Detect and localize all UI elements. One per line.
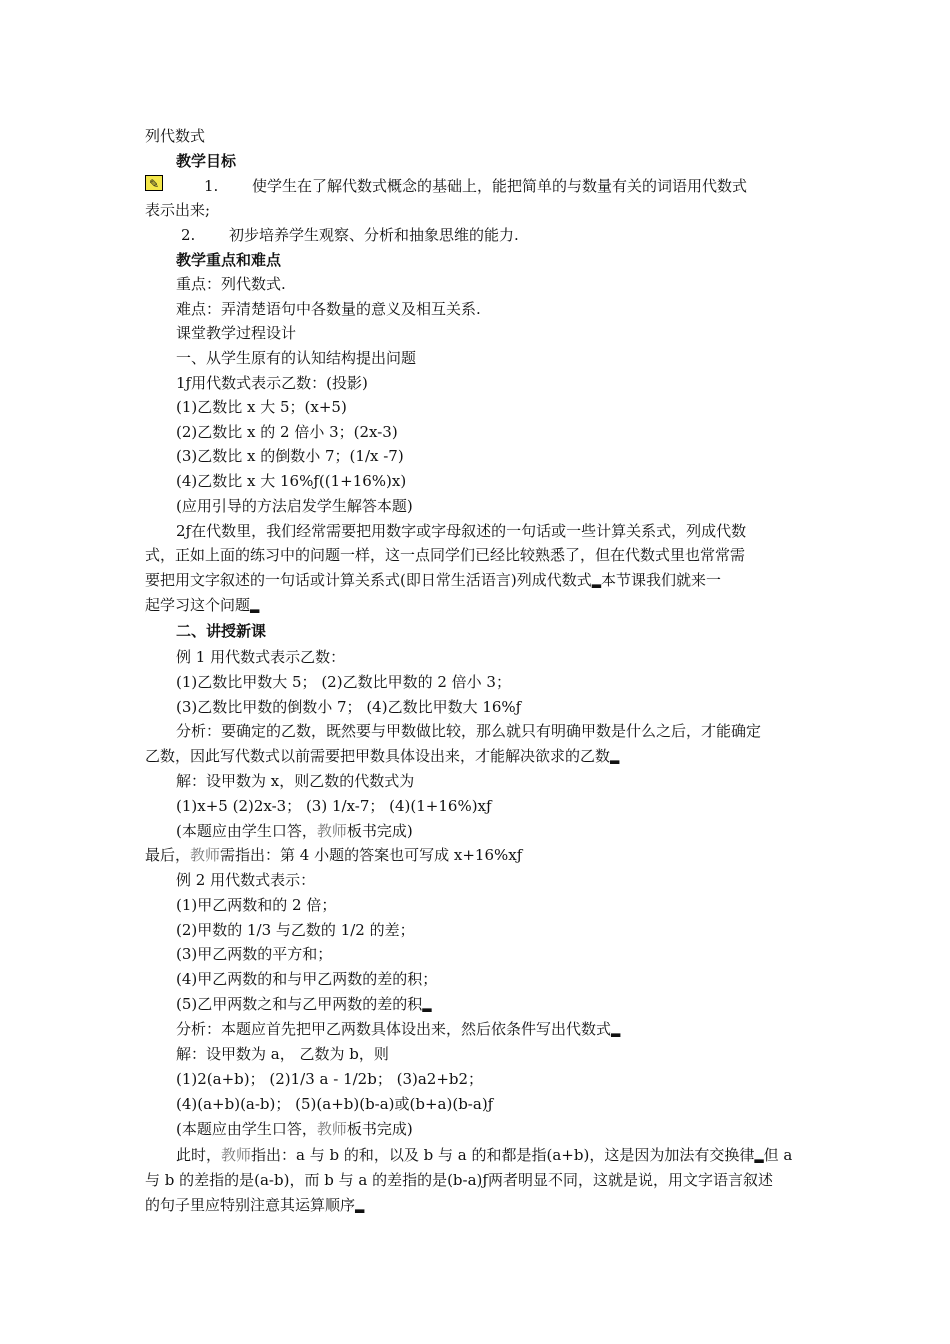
question-1-item-2: (2)乙数比 x 的 2 倍小 3；(2x-3)	[176, 423, 398, 441]
question-2-line-3	[145, 568, 721, 594]
question-2-line-4-text: 起学习这个问题	[145, 596, 251, 614]
closing-line-3	[145, 1193, 364, 1219]
example-1-analysis-line-1: 分析：要确定的乙数，既然要与甲数做比较，那么就只有明确甲数是什么之后，才能确定	[176, 722, 762, 740]
key-point: 重点：列代数式.	[176, 275, 286, 293]
teacher-word: 教师	[221, 1146, 252, 1164]
question-2-line-2: 式，正如上面的练习中的问题一样，这一点同学们已经比较熟悉了，但在代数式里也常常需	[145, 546, 746, 564]
question-2-line-4	[145, 593, 259, 619]
example-1-note-text: (本题应由学生口答，	[176, 822, 317, 840]
closing-line-1	[176, 1143, 792, 1169]
example-2-item-4: (4)甲乙两数的和与甲乙两数的差的积；	[176, 970, 438, 988]
example-1-note-tail: 板书完成)	[346, 822, 413, 840]
example-2-title: 例 2 用代数式表示：	[176, 871, 316, 889]
closing-line-1-text: 指出：a 与 b 的和，以及 b 与 a 的和都是指(a+b)，这是因为加法有交换律	[251, 1146, 755, 1164]
goal-item-1-continued: 表示出来;	[145, 201, 211, 219]
closing-line-1-lead: 此时，	[176, 1146, 222, 1164]
goal-item-2-text: 初步培养学生观察、分析和抽象思维的能力.	[229, 226, 519, 244]
example-1-questions-a: (1)乙数比甲数大 5； (2)乙数比甲数的 2 倍小 3；	[176, 673, 511, 691]
question-1-item-4: (4)乙数比 x 大 16%ƒ((1+16%)x)	[176, 472, 407, 490]
end-mark-icon: ▂	[422, 998, 432, 1012]
question-1-item-1: (1)乙数比 x 大 5；(x+5)	[176, 398, 347, 416]
end-mark-icon: ▂	[610, 750, 620, 764]
example-2-note-tail: 板书完成)	[346, 1120, 413, 1138]
question-2-line-1: 2ƒ在代数里，我们经常需要把用数字或字母叙述的一句话或一些计算关系式，列成代数	[176, 522, 747, 540]
teacher-word: 教师	[190, 846, 221, 864]
question-2-line-3-text: 要把用文字叙述的一句话或计算关系式(即日常生活语言)列成代数式	[145, 571, 592, 589]
end-mark-icon: ▂	[355, 1199, 365, 1213]
section-1-title: 一、从学生原有的认知结构提出问题	[176, 349, 417, 367]
example-2-note	[176, 1117, 413, 1142]
teacher-word: 教师	[316, 822, 347, 840]
document-title: 列代数式	[145, 127, 206, 145]
goal-item-1-number: 1.	[204, 177, 219, 195]
closing-line-2: 与 b 的差指的是(a-b)，而 b 与 a 的差指的是(b-a)ƒ两者明显不同，这就是说，用文字语言叙述	[145, 1171, 773, 1189]
end-mark-icon: ▂	[754, 1149, 764, 1163]
example-2-solution: 解：设甲数为 a， 乙数为 b，则	[176, 1045, 389, 1063]
closing-line-3-text: 的句子里应特别注意其运算顺序	[145, 1196, 356, 1214]
process-heading: 课堂教学过程设计	[176, 324, 297, 342]
example-2-item-1: (1)甲乙两数和的 2 倍；	[176, 896, 337, 914]
final-remark	[145, 843, 522, 868]
example-2-item-3: (3)甲乙两数的平方和；	[176, 945, 333, 963]
example-2-answers-2: (4)(a+b)(a-b)； (5)(a+b)(b-a)或(b+a)(b-a)ƒ	[176, 1095, 494, 1113]
example-2-item-5-text: (5)乙甲两数之和与乙甲两数的差的积	[176, 995, 423, 1013]
goal-item-1	[204, 174, 747, 199]
example-2-answers-1: (1)2(a+b)； (2)1/3 a - 1/2b； (3)a2+b2；	[176, 1070, 484, 1088]
edit-icon[interactable]: ✎	[145, 175, 163, 191]
example-2-analysis	[176, 1017, 620, 1043]
question-1: 1ƒ用代数式表示乙数：(投影)	[176, 374, 368, 392]
final-remark-text: 需指出：第 4 小题的答案也可写成 x+16%xƒ	[220, 846, 523, 864]
teacher-word: 教师	[316, 1120, 347, 1138]
example-2-item-5	[176, 992, 431, 1018]
goal-item-1-text: 使学生在了解代数式概念的基础上，能把简单的与数量有关的词语用代数式	[252, 177, 748, 195]
goals-heading: 教学目标	[176, 152, 237, 170]
goal-item-2	[181, 223, 519, 248]
closing-line-1-tail: 但 a	[763, 1146, 793, 1164]
example-1-answers: (1)x+5 (2)2x-3； (3) 1/x-7； (4)(1+16%)xƒ	[176, 797, 492, 815]
question-1-note: (应用引导的方法启发学生解答本题)	[176, 497, 413, 515]
example-1-analysis-line-2	[145, 744, 619, 770]
end-mark-icon: ▂	[611, 1023, 621, 1037]
example-2-note-text: (本题应由学生口答，	[176, 1120, 317, 1138]
difficulty: 难点：弄清楚语句中各数量的意义及相互关系.	[176, 300, 481, 318]
section-2-title: 二、讲授新课	[176, 622, 267, 640]
example-1-note	[176, 819, 413, 844]
keys-heading: 教学重点和难点	[176, 251, 282, 269]
question-2-line-3-tail: 本节课我们就来一	[600, 571, 721, 589]
example-2-item-2: (2)甲数的 1/3 与乙数的 1/2 的差；	[176, 921, 415, 939]
example-1-title: 例 1 用代数式表示乙数：	[176, 648, 346, 666]
example-2-analysis-text: 分析：本题应首先把甲乙两数具体设出来，然后依条件写出代数式	[176, 1020, 612, 1038]
end-mark-icon: ▂	[250, 599, 260, 613]
example-1-solution: 解：设甲数为 x，则乙数的代数式为	[176, 772, 415, 790]
final-remark-lead: 最后，	[145, 846, 191, 864]
goal-item-2-number: 2.	[181, 226, 196, 244]
example-1-analysis-line-2-text: 乙数，因此写代数式以前需要把甲数具体设出来，才能解决欲求的乙数	[145, 747, 611, 765]
end-mark-icon: ▂	[591, 574, 601, 588]
example-1-questions-b: (3)乙数比甲数的倒数小 7； (4)乙数比甲数大 16%ƒ	[176, 698, 522, 716]
question-1-item-3: (3)乙数比 x 的倒数小 7；(1/x -7)	[176, 447, 404, 465]
